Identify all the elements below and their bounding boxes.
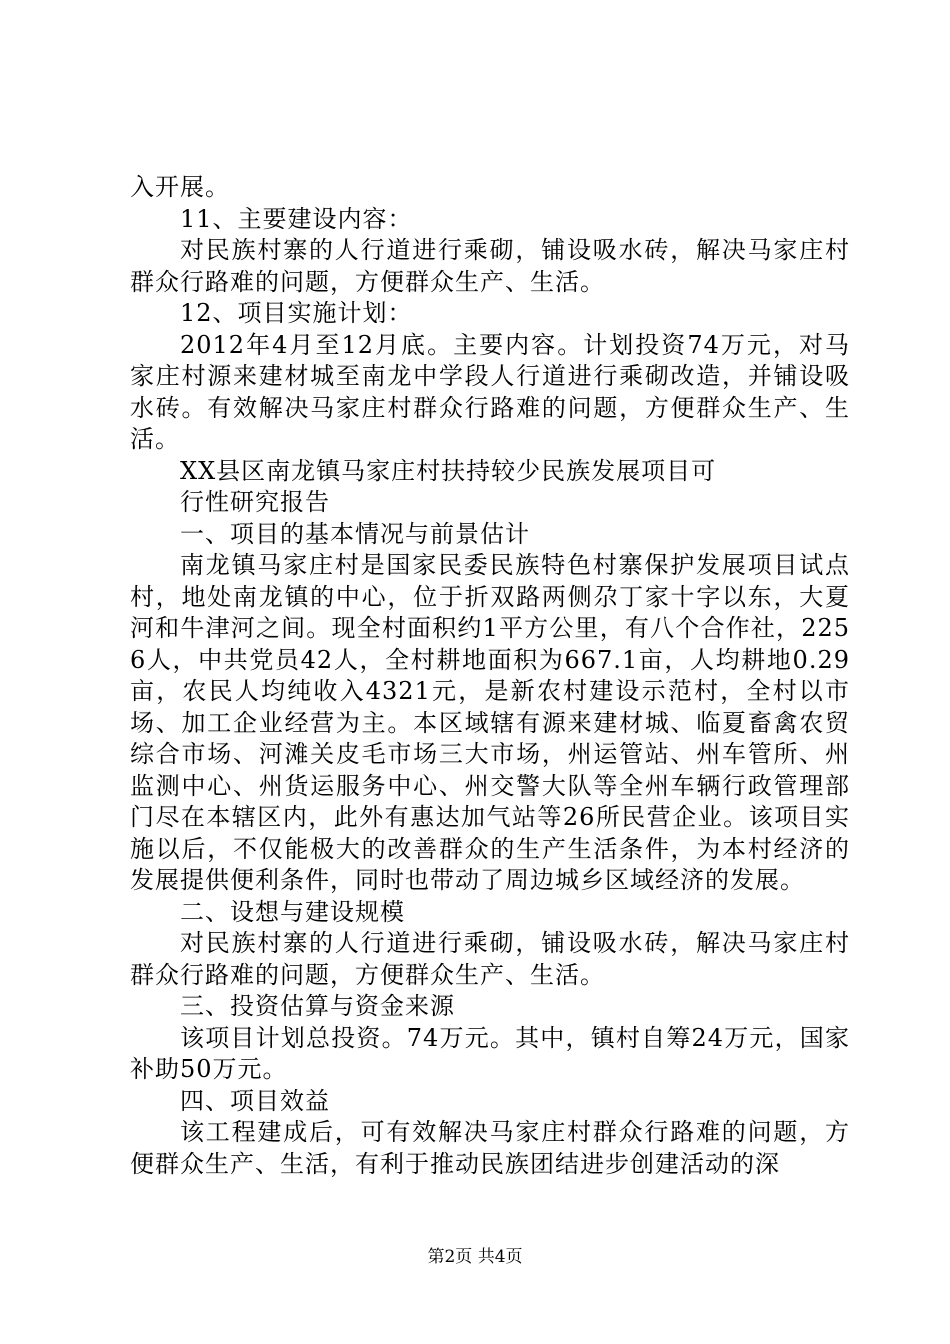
paragraph-section-2: 对民族村寨的人行道进行乘砌，铺设吸水砖，解决马家庄村群众行路难的问题，方便群众生产、生活。 [130, 929, 850, 989]
heading-section-4: 四、项目效益 [180, 1086, 330, 1115]
paragraph-section-3: 该项目计划总投资。74万元。其中，镇村自筹24万元，国家补助50万元。 [130, 1023, 850, 1083]
heading-section-1: 一、项目的基本情况与前景估计 [180, 519, 530, 548]
paragraph-construction-content: 对民族村寨的人行道进行乘砌，铺设吸水砖，解决马家庄村群众行路难的问题，方便群众生产、生活。 [130, 236, 850, 296]
report-title-line-2: 行性研究报告 [180, 488, 330, 516]
heading-main-construction: 11、主要建设内容： [180, 204, 413, 233]
paragraph-section-1: 南龙镇马家庄村是国家民委民族特色村寨保护发展项目试点村，地处南龙镇的中心，位于折双路两侧尕丁家十字以东，大夏河和牛津河之间。现全村面积约1平方公里，有八个合作社，2256人，中共党员42人，全村耕地面积为667.1亩，人均耕地0.29亩，农民人均纯收入4321元，是新农村建设示范村，全村以市场、加工企业经营为主。本区域辖有源来建材城、临夏畜禽农贸综合市场、河滩关皮毛市场三大市场，州运管站、州车管所、州监测中心、州货运服务中心、州交警大队等全州车辆行政管理部门尽在本辖区内，此外有惠达加气站等26所民营企业。该项目实施以后，不仅能极大的改善群众的生产生活条件，为本村经济的发展提供便利条件，同时也带动了周边城乡区域经济的发展。 [130, 551, 850, 894]
paragraph-implementation-plan: 2012年4月至12月底。主要内容。计划投资74万元，对马家庄村源来建材城至南龙中学段人行道进行乘砌改造，并铺设吸水砖。有效解决马家庄村群众行路难的问题，方便群众生产、生活。 [130, 330, 850, 453]
page-number-footer: 第2页 共4页 [427, 1247, 523, 1267]
heading-implementation-plan: 12、项目实施计划： [180, 299, 413, 327]
paragraph-continuation: 入开展。 [130, 173, 230, 201]
heading-section-3: 三、投资估算与资金来源 [180, 992, 455, 1020]
paragraph-section-4: 该工程建成后，可有效解决马家庄村群众行路难的问题，方便群众生产、生活，有利于推动民族团结进步创建活动的深 [130, 1118, 850, 1178]
heading-section-2: 二、设想与建设规模 [180, 897, 405, 926]
document-body [130, 172, 850, 1180]
report-title-line-1: XX县区南龙镇马家庄村扶持较少民族发展项目可 [180, 456, 717, 485]
